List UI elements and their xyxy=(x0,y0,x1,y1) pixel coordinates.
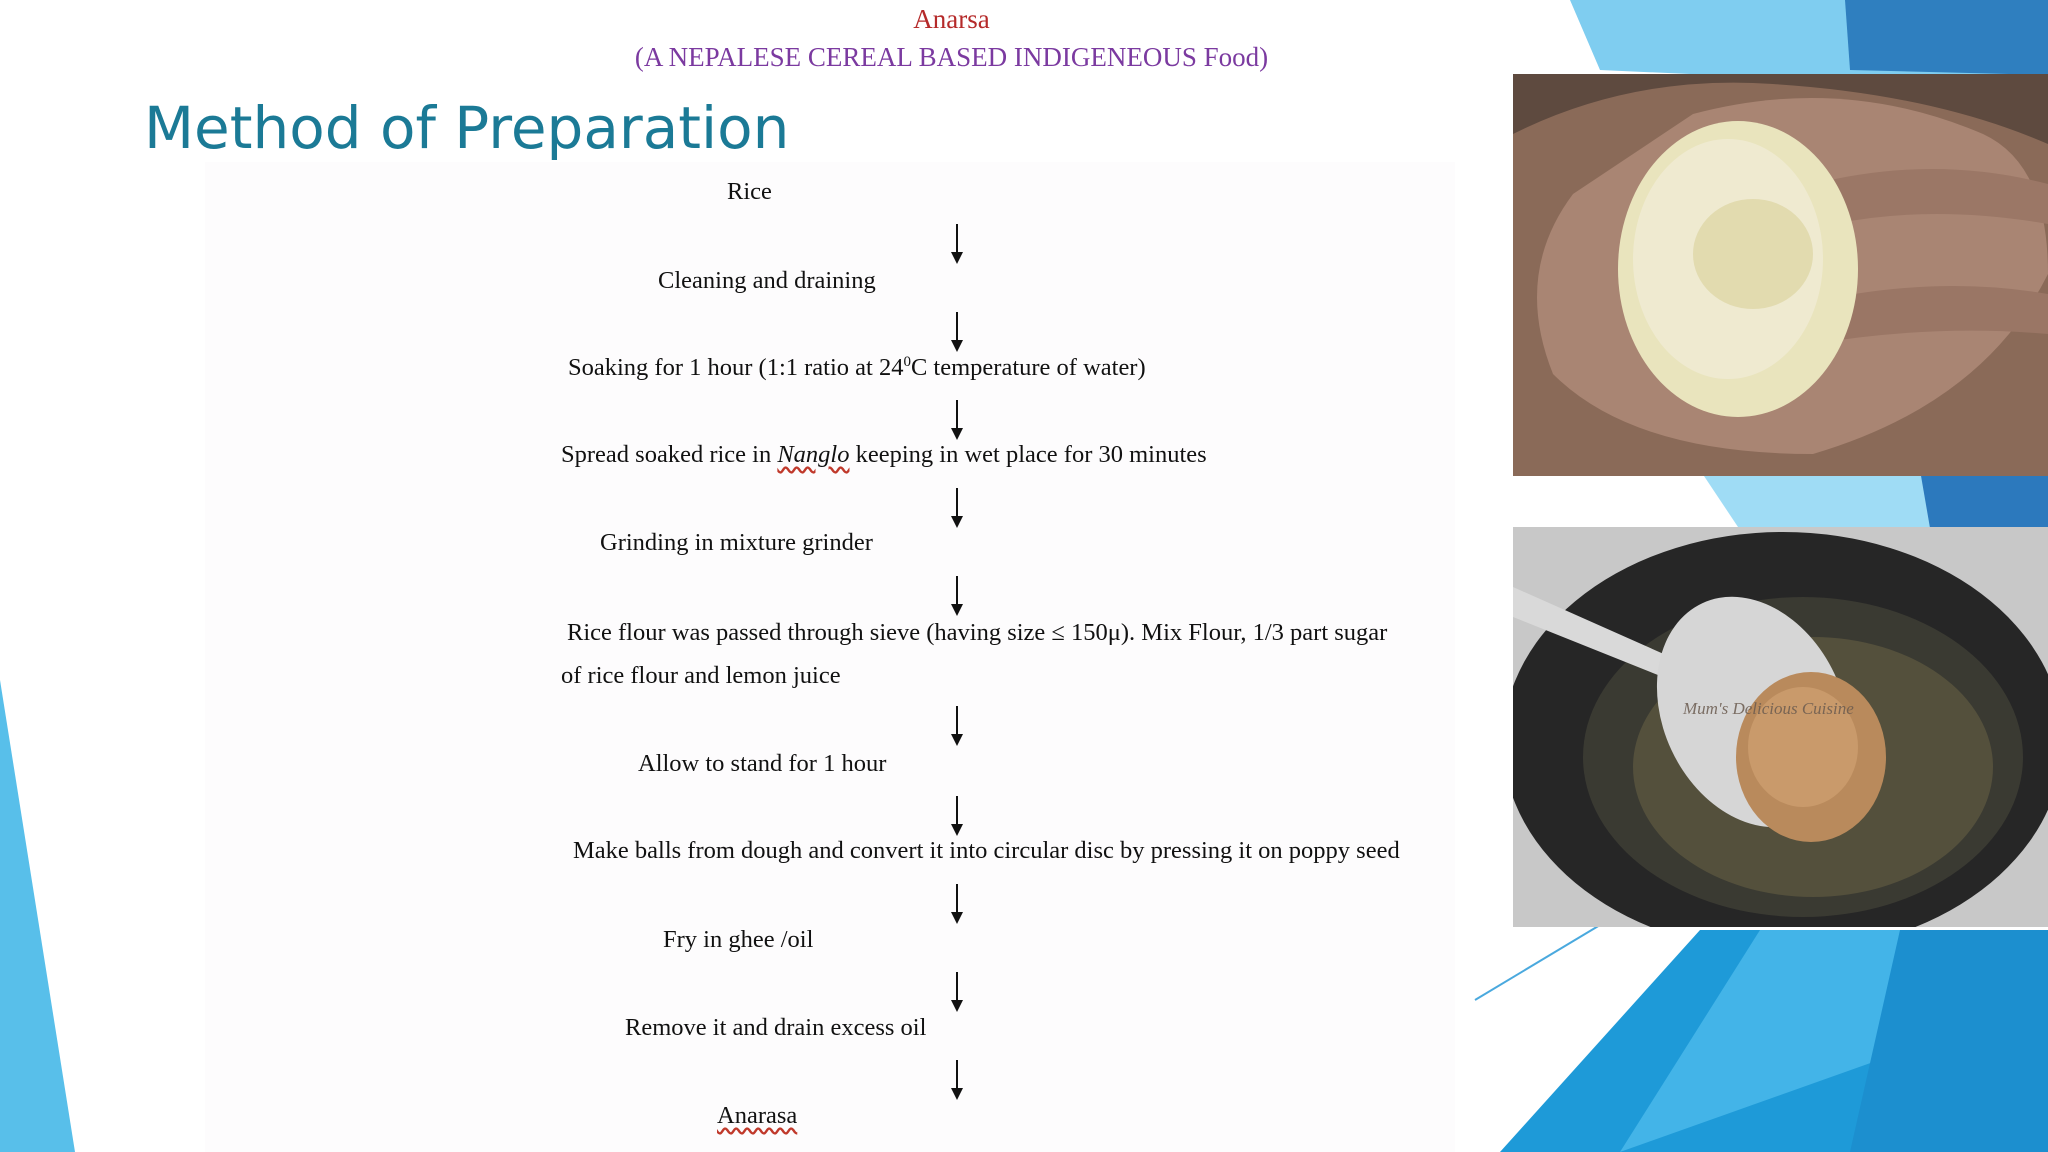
down-arrow-icon xyxy=(949,576,965,616)
flow-step-sieve-line1: Rice flour was passed through sieve (having size ≤ 150μ). Mix Flour, 1/3 part sugar xyxy=(567,619,1388,646)
flow-step-spread-text: Spread soaked rice in xyxy=(561,441,778,468)
down-arrow-icon xyxy=(949,706,965,746)
down-arrow-icon xyxy=(949,972,965,1012)
flowchart-panel xyxy=(205,162,1455,1152)
flow-step-fry: Fry in ghee /oil xyxy=(663,926,814,953)
page-title: Method of Preparation xyxy=(144,94,790,162)
flow-step-soaking-text: Soaking for 1 hour (1:1 ratio at 24 xyxy=(568,354,904,382)
down-arrow-icon xyxy=(949,224,965,264)
photo-dough-disc xyxy=(1513,74,2048,476)
flow-step-soaking-text-end: C temperature of water) xyxy=(910,354,1146,382)
header-subject: Anarsa xyxy=(913,4,990,34)
flow-step-rice: Rice xyxy=(727,178,772,205)
flow-step-soaking xyxy=(568,354,1146,382)
photo-watermark: Mum's Delicious Cuisine xyxy=(1683,699,1854,718)
photo-frying xyxy=(1513,527,2048,927)
nanglo-term: Nanglo xyxy=(777,441,850,468)
flow-step-anarasa: Anarasa xyxy=(717,1102,798,1129)
down-arrow-icon xyxy=(949,488,965,528)
flow-step-drain: Remove it and drain excess oil xyxy=(625,1014,927,1041)
header-subtitle: (A NEPALESE CEREAL BASED INDIGENEOUS Food) xyxy=(634,42,1269,72)
down-arrow-icon xyxy=(949,1060,965,1100)
down-arrow-icon xyxy=(949,884,965,924)
down-arrow-icon xyxy=(949,312,965,352)
flow-step-cleaning: Cleaning and draining xyxy=(658,267,876,294)
flow-step-balls: Make balls from dough and convert it into circular disc by pressing it on poppy seed xyxy=(573,837,1400,864)
flow-step-spread xyxy=(561,441,1207,469)
flow-step-spread-text-end: keeping in wet place for 30 minutes xyxy=(849,441,1207,468)
flow-step-grinding: Grinding in mixture grinder xyxy=(600,529,873,556)
down-arrow-icon xyxy=(949,796,965,836)
flow-step-stand: Allow to stand for 1 hour xyxy=(638,750,887,777)
down-arrow-icon xyxy=(949,400,965,440)
degree-superscript: 0 xyxy=(903,354,911,370)
flow-step-sieve-line2: of rice flour and lemon juice xyxy=(561,662,841,689)
